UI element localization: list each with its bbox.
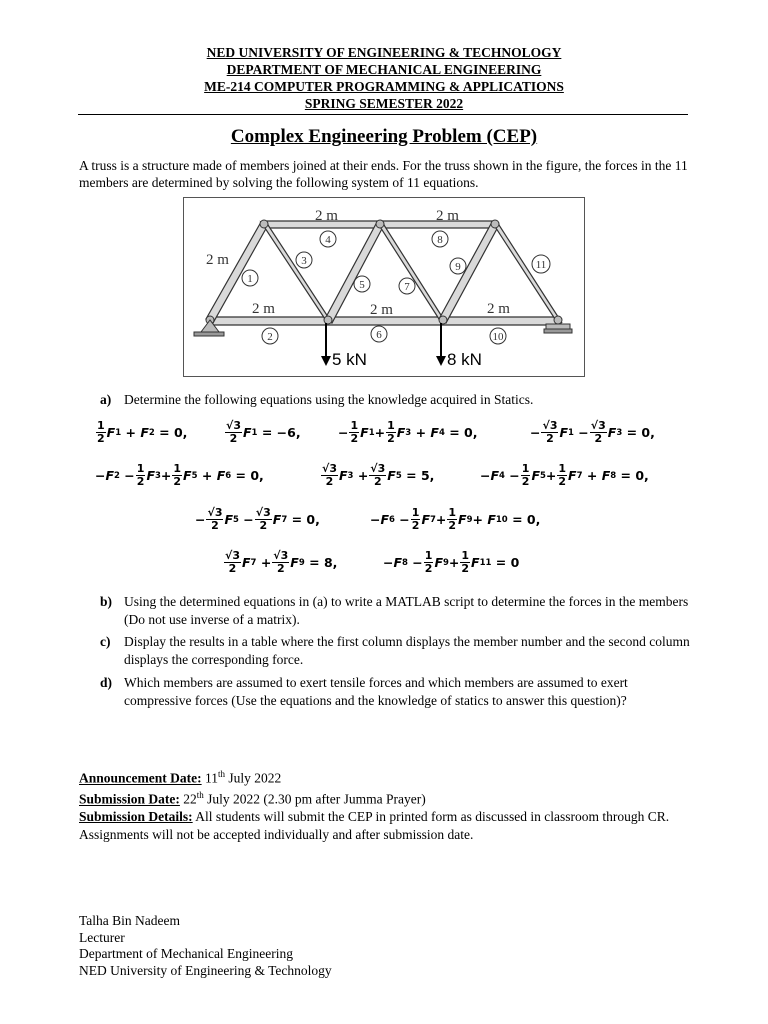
- question-a-label: a): [100, 392, 112, 407]
- dim-bottom-middle: 2 m: [370, 302, 393, 318]
- equation-3: − $\frac{1}{2}$ F 1 + $\frac{1}{2}$ F 3 + F 4 = 0,: [338, 419, 478, 445]
- semester: SPRING SEMESTER 2022: [304, 96, 464, 111]
- lecturer-name: Talha Bin Nadeem: [79, 913, 181, 928]
- dim-left-side: 2 m: [206, 252, 229, 268]
- member-11-label: 11: [535, 259, 547, 271]
- equation-10: $\frac{√3}{2}$ F 7 + $\frac{√3}{2}$ F 9 = 8,: [225, 549, 338, 575]
- dim-bottom-right: 2 m: [487, 301, 510, 317]
- question-d: [100, 674, 695, 709]
- dim-bottom-left: 2 m: [252, 301, 275, 317]
- question-b-label: b): [100, 594, 113, 609]
- dim-top-left: 2 m: [315, 208, 338, 224]
- load-8kn: 8 kN: [447, 350, 482, 369]
- dim-top-right: 2 m: [436, 208, 459, 224]
- university-name: NED UNIVERSITY OF ENGINEERING & TECHNOLOGY: [206, 45, 562, 60]
- equation-4: − $\frac{√3}{2}$ F 1 − $\frac{√3}{2}$ F 3 = 0,: [530, 419, 655, 445]
- equation-1: $\frac{1}{2}$ F 1 + F 2 = 0,: [97, 419, 188, 445]
- equation-11: − F 8 − $\frac{1}{2}$ F 9 + $\frac{1}{2}$ F 11 = 0: [383, 549, 520, 575]
- member-6-label: 6: [376, 329, 382, 341]
- question-c-label: c): [100, 634, 111, 649]
- question-b: [100, 593, 695, 628]
- equation-9: − F 6 − $\frac{1}{2}$ F 7 + $\frac{1}{2}$ F 9 + F 10 = 0,: [370, 506, 541, 532]
- header-divider: [78, 114, 688, 115]
- equation-6: $\frac{√3}{2}$ F 3 + $\frac{√3}{2}$ F 5 = 5,: [322, 462, 435, 488]
- bottom-chord: [208, 317, 560, 325]
- question-a: [100, 392, 533, 408]
- question-c-text: Display the results in a table where the first column displays the member number and the second column displays the corresponding force.: [124, 634, 690, 667]
- member-4-label: 4: [325, 234, 331, 246]
- question-d-text: Which members are assumed to exert tensile forces and which members are assumed to exert compressive forces (Use the equations and the knowledge of statics to answer this question)?: [124, 675, 628, 708]
- lecturer-university: NED University of Engineering & Technology: [79, 962, 332, 978]
- page-title: Complex Engineering Problem (CEP): [230, 126, 538, 147]
- equation-7: − F 4 − $\frac{1}{2}$ F 5 + $\frac{1}{2}$ F 7 + F 8 = 0,: [480, 462, 649, 488]
- member-3-label: 3: [301, 255, 307, 267]
- member-1-label: 1: [247, 273, 253, 285]
- member-5-label: 5: [359, 279, 365, 291]
- member-2-label: 2: [267, 331, 273, 343]
- member-10-label: 10: [492, 331, 504, 343]
- equation-8: − $\frac{√3}{2}$ F 5 − $\frac{√3}{2}$ F 7 = 0,: [195, 506, 320, 532]
- submission-info: [79, 766, 699, 843]
- lecturer-department: Department of Mechanical Engineering: [79, 946, 294, 961]
- submission-details: Submission Details: All students will submit the CEP in printed form as discussed in classroom through CR. Assignments will not be accepted individually and after submission date.: [79, 809, 670, 842]
- department-name: DEPARTMENT OF MECHANICAL ENGINEERING: [226, 62, 542, 77]
- truss-figure: [183, 197, 585, 377]
- intro-paragraph: A truss is a structure made of members joined at their ends. For the truss shown in the figure, the forces in the 11 members are determined by solving the following system of 11 equations.: [79, 158, 688, 190]
- member-9-label: 9: [455, 261, 461, 273]
- course-name: ME-214 COMPUTER PROGRAMMING & APPLICATIONS: [204, 79, 564, 94]
- announcement-date: Announcement Date: 11th July 2022: [79, 769, 282, 786]
- signature-block: [79, 913, 332, 979]
- submission-date: Submission Date: 22th July 2022 (2.30 pm after Jumma Prayer): [79, 790, 426, 807]
- lecturer-role: Lecturer: [79, 929, 125, 945]
- truss-diagram: [184, 198, 584, 376]
- question-b-text: Using the determined equations in (a) to write a MATLAB script to determine the forces in the members (Do not use inverse of a matrix).: [124, 594, 689, 627]
- equation-5: − F 2 − $\frac{1}{2}$ F 3 + $\frac{1}{2}$ F 5 + F 6 = 0,: [95, 462, 264, 488]
- question-a-text: Determine the following equations using the knowledge acquired in Statics.: [124, 392, 534, 407]
- question-c: [100, 633, 695, 668]
- member-7-label: 7: [404, 281, 410, 293]
- roller-support: [544, 324, 572, 333]
- equation-2: $\frac{√3}{2}$ F 1 = −6,: [226, 419, 301, 445]
- load-5kn: 5 kN: [332, 350, 367, 369]
- question-d-label: d): [100, 675, 113, 690]
- member-8-label: 8: [437, 234, 443, 246]
